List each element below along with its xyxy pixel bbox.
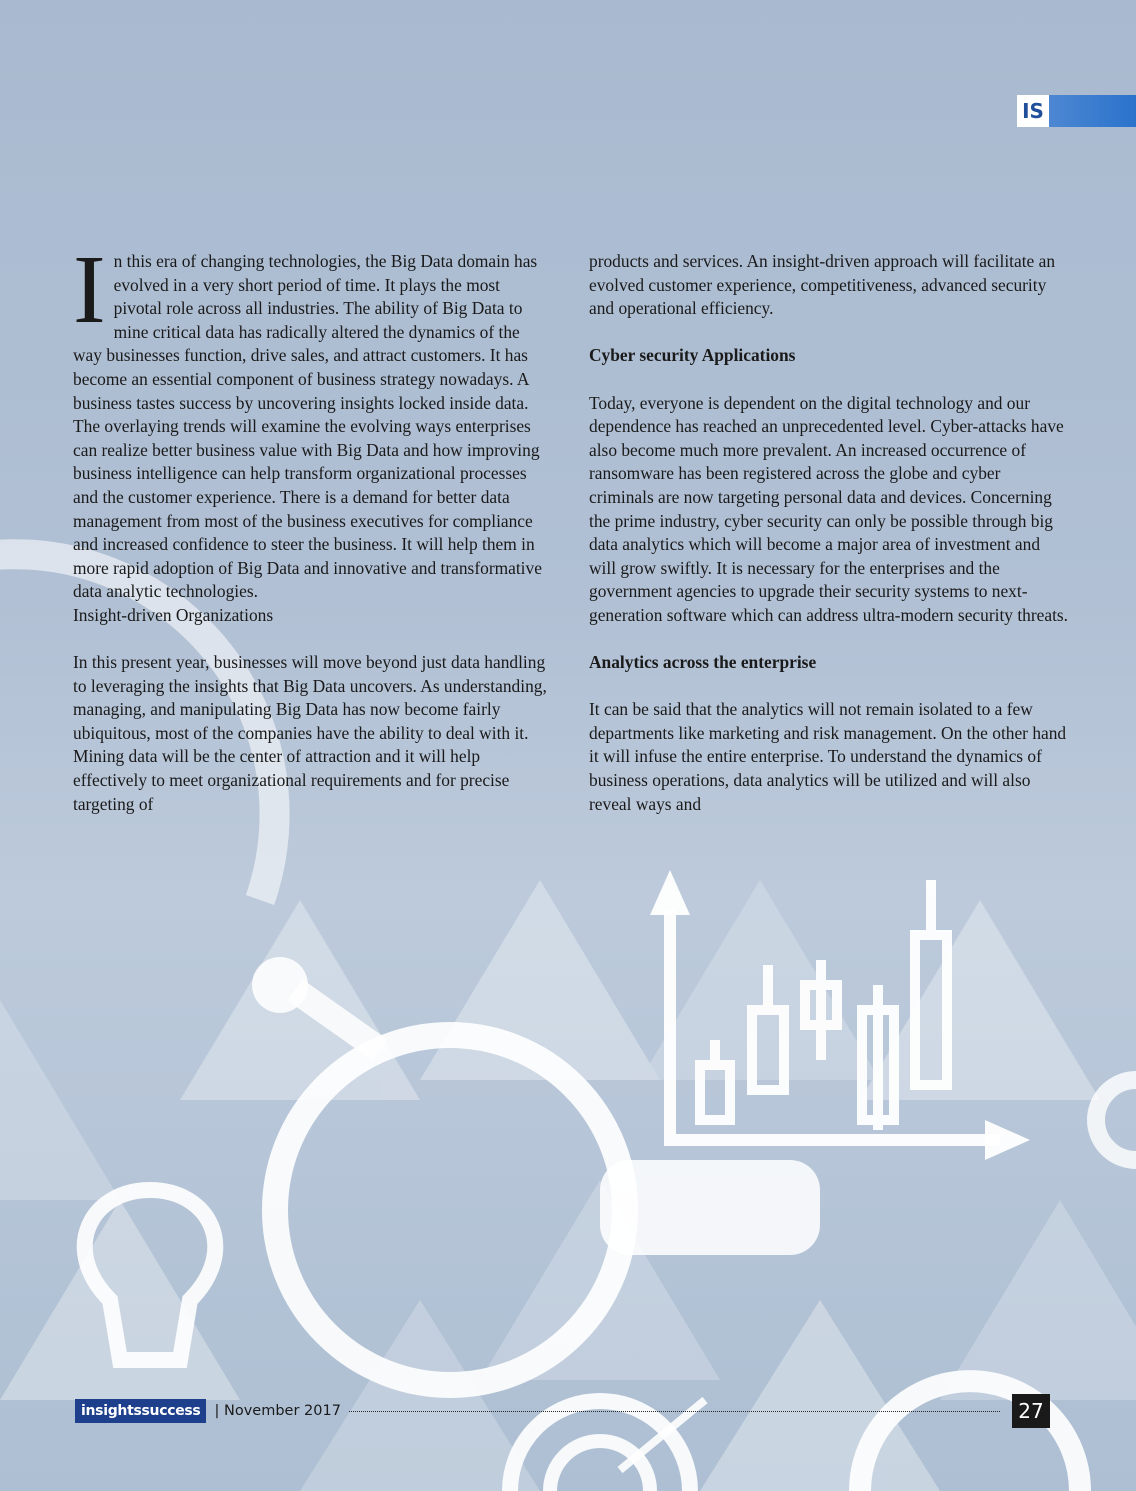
article-column-left xyxy=(73,236,551,840)
issue-date: | November 2017 xyxy=(214,1403,341,1419)
footer-dotted-rule xyxy=(349,1411,1000,1412)
heading-analytics: Analytics across the enterprise xyxy=(589,652,817,673)
insights-success-logo-icon: IS xyxy=(1017,95,1049,127)
magnifier-icon xyxy=(275,1035,625,1385)
intro-paragraph: In this era of changing technologies, the Big Data domain has evolved in a very short period of time. It plays the most pivotal role across all industries. The ability of Big Data to mine critical data has radically altered the dynamics of the way businesses function, drive sales, and attract customers. It has become an essential component of business strategy nowadays. A business tastes success by uncovering insights locked inside data. The overlaying trends will examine the evolving ways enterprises can realize better business value with Big Data and how improving business intelligence can help transform organizational processes and the customer experience. There is a demand for better data management from most of the business executives for compliance and increased confidence to steer the business. It will help them in more rapid adoption of Big Data and innovative and transformative data analytic technologies. xyxy=(73,236,542,602)
subheading-insight-driven: Insight-driven Organizations xyxy=(73,604,274,625)
paragraph-analytics: It can be said that the analytics will not remain isolated to a few departments like marketing and risk management. On the other hand it will infuse the entire enterprise. To understand the dynamics of business operations, data analytics will be utilized and will also reveal ways and xyxy=(589,699,1067,814)
drop-cap: I xyxy=(73,236,106,344)
paragraph-cyber-security: Today, everyone is dependent on the digital technology and our dependence has reached an unprecedented level. Cyber-attacks have also become much more prevalent. An increased occurrence of ransomware has been registered across the globe and cyber criminals are now targeting personal data and devices. Concerning the prime industry, cyber security can only be possible through big data analytics which will become a major area of investment and will grow swiftly. It is necessary for the enterprises and the government agencies to upgrade their security systems to next-generation software which can address ultra-modern security threats. xyxy=(589,392,1069,625)
paragraph-products: products and services. An insight-driven approach will facilitate an evolved customer experience, competitiveness, advanced security and operational efficiency. xyxy=(589,251,1056,319)
page-number: 27 xyxy=(1012,1394,1050,1428)
heading-cyber-security: Cyber security Applications xyxy=(589,345,796,366)
magazine-brand-logo: insightssuccess xyxy=(75,1399,206,1423)
page-footer xyxy=(75,1394,1050,1428)
paragraph-insight-driven: In this present year, businesses will move beyond just data handling to leveraging the insights that Big Data uncovers. As understanding, managing, and manipulating Big Data has now become fairly ubiquitous, most of the companies have the ability to deal with it. Mining data will be the center of attraction and it will help effectively to meet organizational requirements and for precise targeting of xyxy=(73,652,547,814)
article-column-right xyxy=(589,250,1069,840)
